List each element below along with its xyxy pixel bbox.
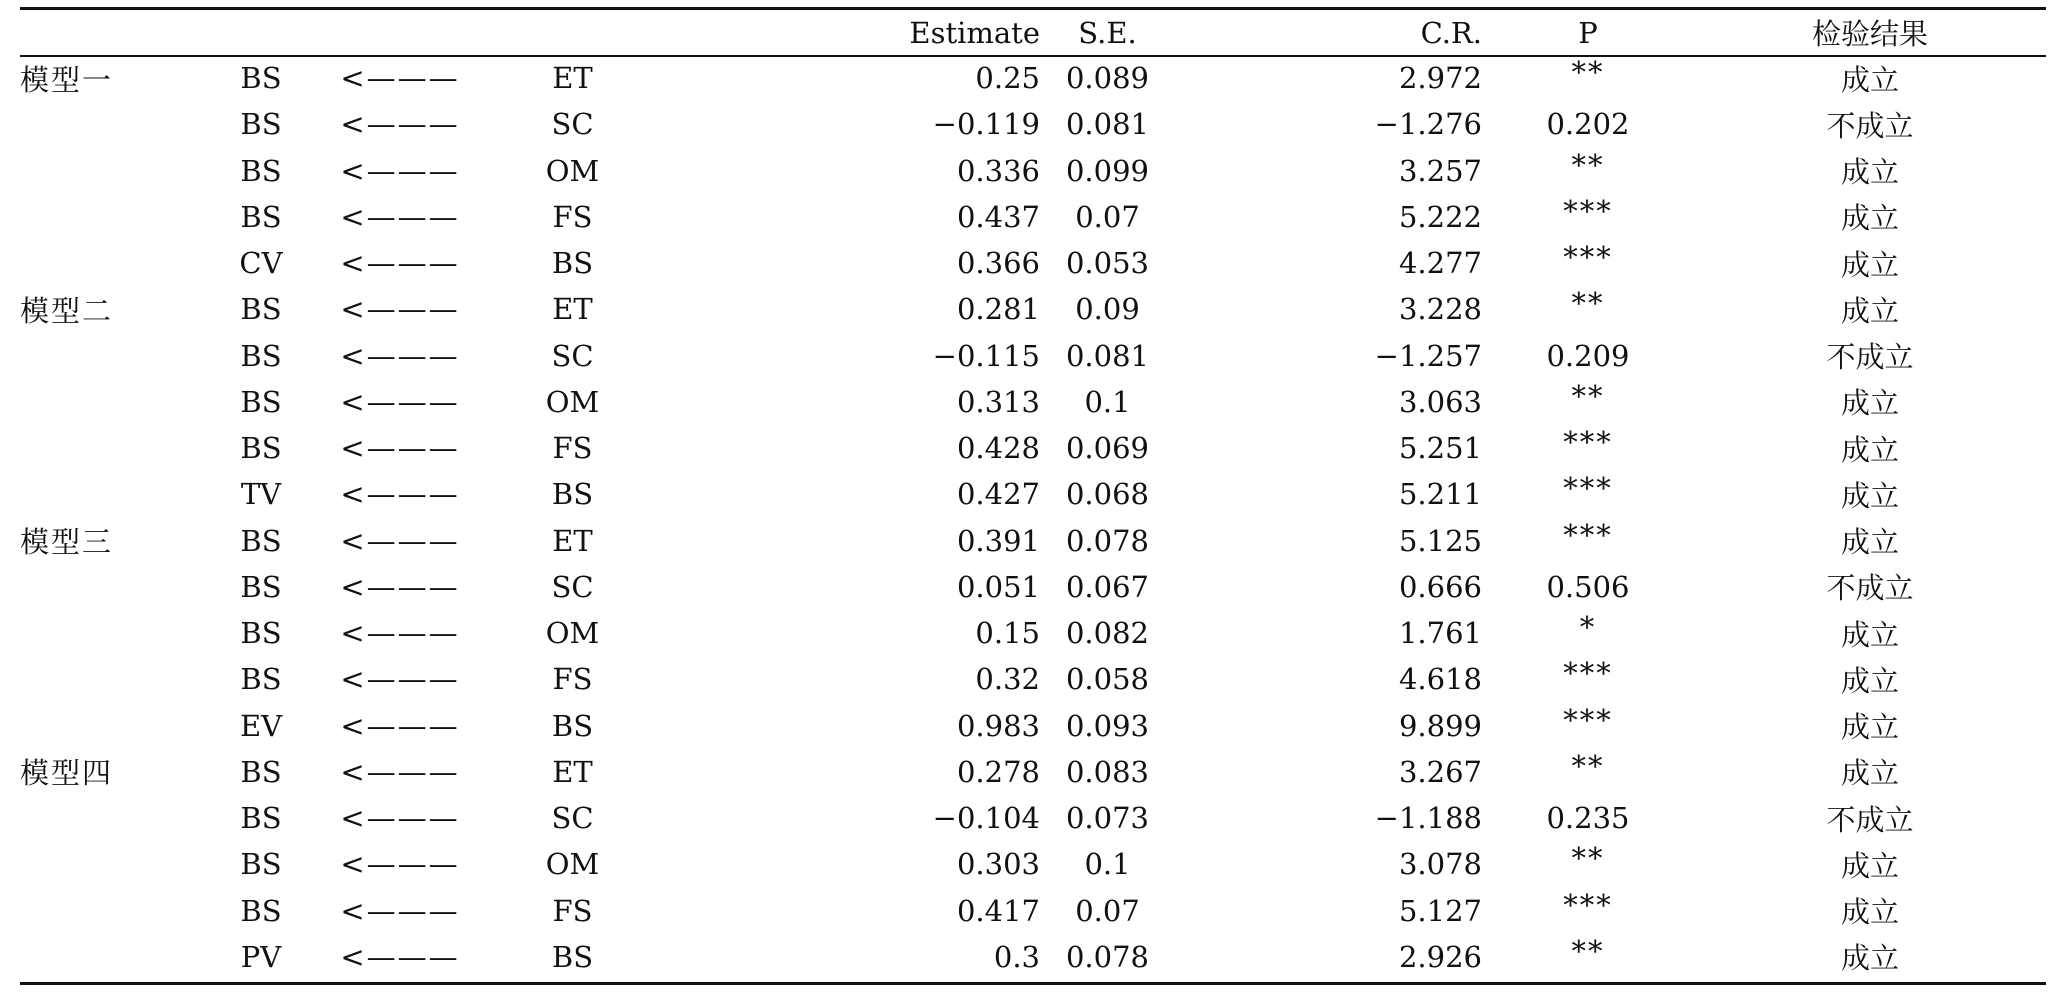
test-result-cell: 不成立 (1826, 340, 1914, 375)
critical-ratio-cell: 5.211 (1398, 477, 1482, 512)
standard-error-cell: 0.09 (1075, 292, 1140, 327)
estimate-cell: 0.336 (956, 153, 1040, 188)
dependent-variable-cell: BS (240, 847, 282, 882)
independent-variable-cell: FS (552, 199, 593, 234)
critical-ratio-cell: −1.257 (1374, 338, 1482, 373)
header-independent (484, 10, 661, 55)
p-value-cell: *** (1563, 471, 1613, 506)
independent-variable-cell: ET (552, 61, 593, 96)
header-critical-ratio: C.R. (1420, 15, 1482, 50)
dependent-variable-cell: BS (240, 153, 282, 188)
table-row (20, 101, 2046, 147)
p-value-cell: *** (1563, 425, 1613, 460)
independent-variable-cell: BS (551, 939, 594, 974)
estimate-cell: −0.104 (932, 801, 1040, 836)
path-arrow-cell: <——— (340, 662, 460, 697)
test-result-cell: 不成立 (1826, 571, 1914, 606)
header-dependent (206, 10, 316, 55)
p-value-cell: ** (1571, 147, 1605, 182)
dependent-variable-cell: BS (240, 431, 282, 466)
header-test-result: 检验结果 (1811, 17, 1928, 51)
table-row (20, 518, 2046, 564)
critical-ratio-cell: 3.228 (1398, 292, 1482, 327)
independent-variable-cell: OM (545, 616, 600, 651)
header-p-value: P (1578, 15, 1598, 50)
path-arrow-cell: <——— (340, 523, 460, 558)
standard-error-cell: 0.058 (1065, 662, 1150, 697)
table-body (20, 55, 2046, 980)
table-row (20, 841, 2046, 887)
independent-variable-cell: BS (551, 708, 594, 743)
critical-ratio-cell: 5.251 (1398, 431, 1482, 466)
dependent-variable-cell: BS (240, 569, 282, 604)
path-arrow-cell: <——— (340, 292, 460, 327)
model-label-cell (20, 610, 206, 656)
p-value-cell: 0.235 (1546, 801, 1630, 836)
model-label-cell (20, 841, 206, 887)
critical-ratio-cell: 5.127 (1398, 893, 1482, 928)
test-result-cell: 成立 (1840, 895, 1899, 930)
independent-variable-cell: FS (552, 662, 593, 697)
standard-error-cell: 0.078 (1065, 939, 1150, 974)
critical-ratio-cell: 2.972 (1398, 61, 1482, 96)
dependent-variable-cell: BS (240, 338, 282, 373)
table-row (20, 610, 2046, 656)
path-arrow-cell: <——— (340, 338, 460, 373)
dependent-variable-cell: BS (240, 384, 282, 419)
test-result-cell: 成立 (1840, 201, 1899, 236)
path-arrow-cell: <——— (340, 199, 460, 234)
test-result-cell: 成立 (1840, 525, 1899, 560)
p-value-cell: ** (1571, 748, 1605, 783)
independent-variable-cell: BS (551, 246, 594, 281)
test-result-cell: 成立 (1840, 710, 1899, 745)
path-arrow-cell: <——— (340, 107, 460, 142)
critical-ratio-cell: 5.125 (1398, 523, 1482, 558)
standard-error-cell: 0.099 (1065, 153, 1150, 188)
p-value-cell: ** (1571, 378, 1605, 413)
independent-variable-cell: FS (552, 431, 593, 466)
path-arrow-cell: <——— (340, 801, 460, 836)
model-label-cell (20, 379, 206, 425)
critical-ratio-cell: 3.267 (1398, 754, 1482, 789)
test-result-cell: 成立 (1840, 62, 1899, 97)
path-arrow-cell: <——— (340, 477, 460, 512)
table-row (20, 795, 2046, 841)
independent-variable-cell: SC (551, 801, 594, 836)
critical-ratio-cell: 9.899 (1398, 708, 1482, 743)
dependent-variable-cell: BS (240, 107, 282, 142)
standard-error-cell: 0.067 (1065, 569, 1150, 604)
model-label-cell (20, 471, 206, 517)
table-row (20, 286, 2046, 332)
estimate-cell: −0.119 (932, 107, 1040, 142)
estimate-cell: 0.278 (956, 754, 1040, 789)
dependent-variable-cell: BS (240, 199, 282, 234)
estimate-cell: 0.417 (956, 893, 1040, 928)
estimate-cell: 0.3 (993, 939, 1040, 974)
dependent-variable-cell: BS (240, 754, 282, 789)
critical-ratio-cell: −1.188 (1374, 801, 1482, 836)
critical-ratio-cell: 5.222 (1398, 199, 1482, 234)
independent-variable-cell: ET (552, 523, 593, 558)
critical-ratio-cell: 4.618 (1398, 662, 1482, 697)
critical-ratio-cell: 4.277 (1398, 246, 1482, 281)
estimate-cell: 0.303 (956, 847, 1040, 882)
p-value-cell: *** (1563, 656, 1613, 691)
estimate-cell: 0.427 (956, 477, 1040, 512)
dependent-variable-cell: BS (240, 61, 282, 96)
dependent-variable-cell: PV (240, 939, 282, 974)
critical-ratio-cell: 3.078 (1398, 847, 1482, 882)
model-label-cell (20, 934, 206, 980)
table-row (20, 425, 2046, 471)
standard-error-cell: 0.078 (1065, 523, 1150, 558)
header-model (20, 10, 206, 55)
standard-error-cell: 0.082 (1065, 616, 1150, 651)
standard-error-cell: 0.069 (1065, 431, 1150, 466)
test-result-cell: 成立 (1840, 941, 1899, 976)
standard-error-cell: 0.07 (1075, 199, 1140, 234)
p-value-cell: 0.202 (1546, 107, 1630, 142)
estimate-cell: 0.051 (956, 569, 1040, 604)
model-label-cell (20, 564, 206, 610)
dependent-variable-cell: BS (240, 662, 282, 697)
table-row (20, 148, 2046, 194)
standard-error-cell: 0.1 (1084, 847, 1131, 882)
estimate-cell: 0.391 (956, 523, 1040, 558)
model-label-cell (20, 795, 206, 841)
model-label-cell: 模型四 (20, 756, 114, 791)
path-coefficient-table (20, 10, 2046, 980)
test-result-cell: 成立 (1840, 478, 1899, 513)
p-value-cell: * (1579, 610, 1597, 645)
standard-error-cell: 0.081 (1065, 338, 1150, 373)
table-row (20, 379, 2046, 425)
independent-variable-cell: ET (552, 292, 593, 327)
dependent-variable-cell: BS (240, 523, 282, 558)
standard-error-cell: 0.089 (1065, 61, 1150, 96)
independent-variable-cell: FS (552, 893, 593, 928)
table-bottom-rule (20, 982, 2046, 985)
model-label-cell (20, 888, 206, 934)
table-row (20, 934, 2046, 980)
estimate-cell: 0.366 (956, 246, 1040, 281)
model-label-cell (20, 425, 206, 471)
path-arrow-cell: <——— (340, 939, 460, 974)
p-value-cell: ** (1571, 286, 1605, 321)
standard-error-cell: 0.081 (1065, 107, 1150, 142)
p-value-cell: ** (1571, 55, 1605, 90)
table-row (20, 564, 2046, 610)
model-label-cell (20, 703, 206, 749)
independent-variable-cell: OM (545, 847, 600, 882)
estimate-cell: 0.32 (975, 662, 1040, 697)
p-value-cell: *** (1563, 240, 1613, 275)
estimate-cell: −0.115 (932, 338, 1040, 373)
estimate-cell: 0.983 (956, 708, 1040, 743)
table-row (20, 471, 2046, 517)
standard-error-cell: 0.068 (1065, 477, 1150, 512)
critical-ratio-cell: −1.276 (1374, 107, 1482, 142)
standard-error-cell: 0.1 (1084, 384, 1131, 419)
model-label-cell (20, 240, 206, 286)
dependent-variable-cell: TV (240, 477, 282, 512)
model-label-cell: 模型二 (20, 293, 114, 328)
path-arrow-cell: <——— (340, 384, 460, 419)
path-arrow-cell: <——— (340, 893, 460, 928)
independent-variable-cell: SC (551, 338, 594, 373)
p-value-cell: *** (1563, 702, 1613, 737)
table-row (20, 194, 2046, 240)
estimate-cell: 0.25 (975, 61, 1040, 96)
standard-error-cell: 0.093 (1065, 708, 1150, 743)
standard-error-cell: 0.073 (1065, 801, 1150, 836)
dependent-variable-cell: BS (240, 292, 282, 327)
table-row (20, 888, 2046, 934)
critical-ratio-cell: 3.257 (1398, 153, 1482, 188)
table-row (20, 240, 2046, 286)
test-result-cell: 成立 (1840, 386, 1899, 421)
dependent-variable-cell: EV (239, 708, 283, 743)
header-estimate: Estimate (909, 15, 1040, 50)
independent-variable-cell: ET (552, 754, 593, 789)
dependent-variable-cell: CV (239, 246, 283, 281)
table-header (20, 10, 2046, 55)
path-arrow-cell: <——— (340, 847, 460, 882)
dependent-variable-cell: BS (240, 893, 282, 928)
critical-ratio-cell: 1.761 (1398, 616, 1482, 651)
test-result-cell: 成立 (1840, 663, 1899, 698)
test-result-cell: 成立 (1840, 848, 1899, 883)
path-arrow-cell: <——— (340, 569, 460, 604)
path-arrow-cell: <——— (340, 708, 460, 743)
test-result-cell: 不成立 (1826, 802, 1914, 837)
estimate-cell: 0.428 (956, 431, 1040, 466)
model-label-cell (20, 194, 206, 240)
test-result-cell: 成立 (1840, 432, 1899, 467)
independent-variable-cell: OM (545, 153, 600, 188)
model-label-cell (20, 656, 206, 702)
critical-ratio-cell: 3.063 (1398, 384, 1482, 419)
dependent-variable-cell: BS (240, 616, 282, 651)
table-row (20, 703, 2046, 749)
p-value-cell: *** (1563, 517, 1613, 552)
header-arrow (316, 10, 484, 55)
estimate-cell: 0.281 (956, 292, 1040, 327)
p-value-cell: 0.506 (1546, 569, 1630, 604)
test-result-cell: 成立 (1840, 756, 1899, 791)
test-result-cell: 成立 (1840, 155, 1899, 190)
p-value-cell: ** (1571, 933, 1605, 968)
independent-variable-cell: SC (551, 569, 594, 604)
path-arrow-cell: <——— (340, 754, 460, 789)
path-arrow-cell: <——— (340, 61, 460, 96)
estimate-cell: 0.313 (956, 384, 1040, 419)
independent-variable-cell: BS (551, 477, 594, 512)
independent-variable-cell: OM (545, 384, 600, 419)
model-label-cell: 模型一 (20, 62, 114, 97)
header-standard-error: S.E. (1078, 15, 1137, 50)
table-row (20, 55, 2046, 101)
test-result-cell: 成立 (1840, 293, 1899, 328)
path-arrow-cell: <——— (340, 431, 460, 466)
table-row (20, 333, 2046, 379)
model-label-cell (20, 333, 206, 379)
model-label-cell (20, 101, 206, 147)
standard-error-cell: 0.053 (1065, 246, 1150, 281)
standard-error-cell: 0.083 (1065, 754, 1150, 789)
p-value-cell: *** (1563, 193, 1613, 228)
critical-ratio-cell: 2.926 (1398, 939, 1482, 974)
p-value-cell: 0.209 (1546, 338, 1630, 373)
test-result-cell: 不成立 (1826, 108, 1914, 143)
p-value-cell: *** (1563, 887, 1613, 922)
dependent-variable-cell: BS (240, 801, 282, 836)
table-row (20, 656, 2046, 702)
model-label-cell (20, 148, 206, 194)
estimate-cell: 0.15 (975, 616, 1040, 651)
critical-ratio-cell: 0.666 (1398, 569, 1482, 604)
test-result-cell: 成立 (1840, 247, 1899, 282)
header-row (20, 10, 2046, 55)
table-row (20, 749, 2046, 795)
model-label-cell: 模型三 (20, 525, 114, 560)
p-value-cell: ** (1571, 841, 1605, 876)
path-arrow-cell: <——— (340, 246, 460, 281)
path-arrow-cell: <——— (340, 616, 460, 651)
estimate-cell: 0.437 (956, 199, 1040, 234)
path-arrow-cell: <——— (340, 153, 460, 188)
independent-variable-cell: SC (551, 107, 594, 142)
standard-error-cell: 0.07 (1075, 893, 1140, 928)
test-result-cell: 成立 (1840, 617, 1899, 652)
